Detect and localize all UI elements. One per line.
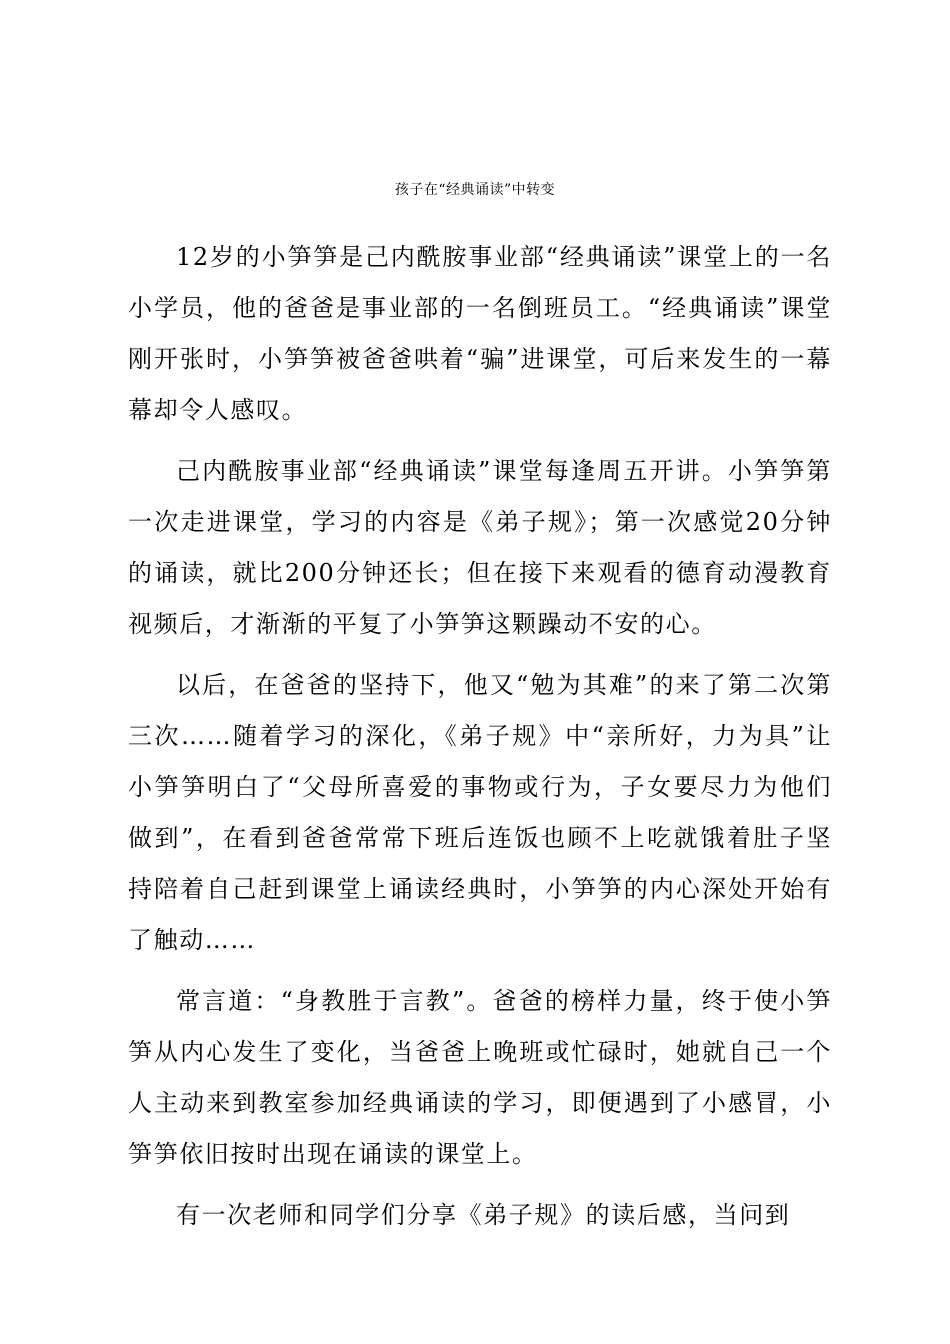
document-title: 孩子在“经典诵读”中转变	[394, 182, 556, 198]
paragraph-3: 以后，在爸爸的坚持下，他又“勉为其难”的来了第二次第三次……随着学习的深化，《弟子规》中“亲所好，力为具”让小笋笋明白了“父母所喜爱的事物或行为，子女要尽力为他们做到”，在看到爸爸常常下班后连饭也顾不上吃就饿着肚子坚持陪着自己赶到课堂上诵读经典时，小笋笋的内心深处开始有了触动……	[128, 671, 832, 954]
paragraph-2: 己内酰胺事业部“经典诵读”课堂每逢周五开讲。小笋笋第一次走进课堂，学习的内容是《弟子规》；第一次感觉20分钟的诵读，就比200分钟还长；但在接下来观看的德育动漫教育视频后，才渐渐的平复了小笋笋这颗躁动不安的心。	[128, 457, 832, 638]
document-body	[128, 232, 832, 1251]
paragraph-5: 有一次老师和同学们分享《弟子规》的读后感，当问到	[176, 1201, 791, 1229]
paragraph-1: 12岁的小笋笋是己内酰胺事业部“经典诵读”课堂上的一名小学员，他的爸爸是事业部的一名倒班员工。“经典诵读”课堂刚开张时，小笋笋被爸爸哄着“骗”进课堂，可后来发生的一幕幕却令人感叹。	[128, 243, 832, 424]
paragraph-4: 常言道：“身教胜于言教”。爸爸的榜样力量，终于使小笋笋从内心发生了变化，当爸爸上晚班或忙碌时，她就自己一个人主动来到教室参加经典诵读的学习，即便遇到了小感冒，小笋笋依旧按时出现在诵读的课堂上。	[128, 987, 832, 1168]
